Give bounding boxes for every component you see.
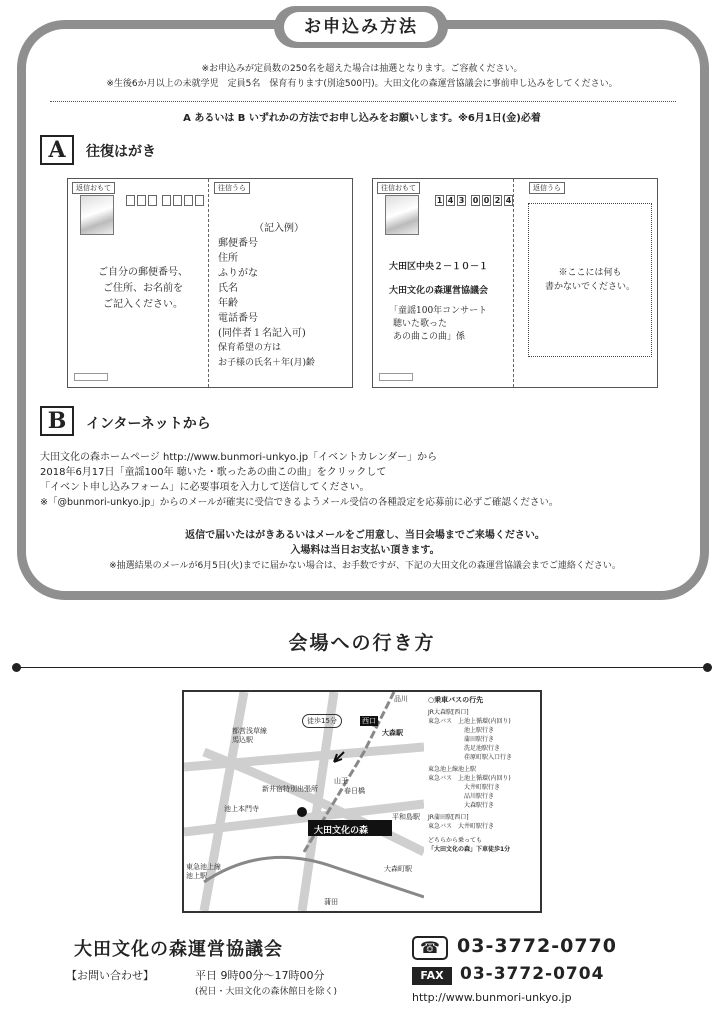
section-b-badge: B bbox=[40, 406, 74, 436]
lottery-result-note: ※抽選結果のメールが6月5日(火)までに届かない場合は、お手数ですが、下記の大田文化の森運営協議会までご連絡ください。 bbox=[109, 561, 621, 571]
omorimachi-label: 大森町駅 bbox=[384, 865, 412, 873]
section-b-title: インターネットから bbox=[86, 416, 211, 432]
inquiry-label: 【お問い合わせ】 bbox=[66, 969, 154, 982]
heiwajima-label: 平和島駅 bbox=[392, 813, 420, 821]
zip-code-boxes: 1 4 3 0 0 2 4 bbox=[436, 196, 512, 205]
front-instruction: ご自分の郵便番号、 ご住所、お名前を ご記入ください。 bbox=[98, 267, 188, 310]
bus-stop-label: 新井宿特別出張所 bbox=[262, 785, 318, 793]
leave-blank-area bbox=[528, 203, 652, 357]
method-instruction: A あるいは B いずれかの方法でお申し込みをお願いします。※6月1日(金)必着 bbox=[183, 113, 541, 124]
zip-code-boxes bbox=[126, 195, 204, 206]
card-label-back: 返信うら bbox=[529, 182, 565, 194]
card-label-back: 往信うら bbox=[214, 182, 250, 194]
capacity-note: ※お申込みが定員数の250名を超えた場合は抽選となります。ご容赦ください。 bbox=[201, 64, 523, 74]
fax-number: 03-3772-0704 bbox=[460, 964, 605, 984]
access-map bbox=[182, 690, 542, 913]
shinagawa-label: 品川 bbox=[394, 695, 408, 703]
bus-route-legend: ○乗車バスの行先 JR大森駅[西口] 東急バス 上池上循環(内回り) 池上駅行き 蒲田駅行き 洗足池駅行き 荏原町駅入口行き 東急池上線池上駅 東急バス 上池上循環(内回り) 大井町駅行き 品川駅行き 大森駅行き JR蒲田駅[西口] 東急バス 大井町駅行き どちらから乗っても 「大田文化の森」下車徒歩1分 bbox=[428, 696, 513, 853]
postal-barcode-area bbox=[74, 373, 108, 381]
reply-notice: 返信で届いたはがきあるいはメールをご用意し、当日会場までご来場ください。 入場料は当日お支払い頂きます。 bbox=[185, 530, 545, 556]
postal-barcode-area bbox=[379, 373, 413, 381]
toei-line-label: 都営浅草線 bbox=[232, 727, 267, 735]
magome-label: 馬込駅 bbox=[232, 736, 253, 744]
website-url: http://www.bunmori-unkyo.jp bbox=[412, 991, 572, 1004]
entry-example-list: （記入例） 郵便番号 住所 ふりがな 氏名 年齢 電話番号 (同伴者１名記入可) 保育希望の方は お子様の氏名＋年(月)齢 bbox=[218, 223, 316, 368]
kasuga-bridge-label: 春日橋 bbox=[344, 787, 365, 795]
phone-number: 03-3772-0770 bbox=[457, 935, 617, 957]
venue-rule bbox=[14, 667, 710, 668]
postcard-example-left bbox=[67, 178, 353, 388]
card-label-front: 往信おもて bbox=[377, 182, 420, 194]
leave-blank-note: ※ここには何も 書かないでください。 bbox=[544, 268, 635, 292]
recipient-address: 大田区中央２－１０－１ 大田文化の森運営協議会 「童謡100年コンサート 聴いた歌った あの曲この曲」係 bbox=[389, 262, 489, 342]
ikegami-honmonji-label: 池上本門寺 bbox=[224, 805, 259, 813]
postcard-example-right bbox=[372, 178, 658, 388]
office-hours-note: (祝日・大田文化の森休館日を除く) bbox=[195, 987, 338, 997]
ikegami-line-label: 東急池上線 bbox=[186, 863, 221, 871]
internet-instructions: 大田文化の森ホームページ http://www.bunmori-unkyo.jp「イベントカレンダー」から 2018年6月17日「童謡100年 聴いた・歌ったあの曲この曲」をクリックして 「イベント申し込みフォーム」に必要事項を入力して送信してください。 ※「@bunmori-unkyo.jp」からのメールが確実に受信できるようメール受信の各種設定を応募前に必ずご確認ください。 bbox=[40, 452, 559, 508]
phone-icon: ☎ bbox=[412, 936, 448, 960]
card-fold-line bbox=[208, 179, 209, 387]
walk-time-label: 徒歩15分 bbox=[302, 714, 342, 728]
venue-marker-label: 大田文化の森 bbox=[314, 826, 369, 836]
sanno-label: 山王 bbox=[334, 777, 348, 785]
card-fold-line bbox=[513, 179, 514, 387]
section-a-badge: A bbox=[40, 135, 74, 165]
childcare-note: ※生後6か月以上の未就学児 定員5名 保育有ります(別途500円)。大田文化の森運営協議会に事前申し込みをしてください。 bbox=[106, 79, 618, 89]
organizer-name: 大田文化の森運営協議会 bbox=[74, 939, 283, 960]
office-hours: 平日 9時00分～17時00分 bbox=[195, 969, 325, 982]
fax-icon: FAX bbox=[412, 967, 452, 985]
notes-divider bbox=[50, 101, 676, 102]
application-notes bbox=[40, 62, 684, 92]
application-title: お申込み方法 bbox=[284, 12, 438, 42]
omori-station-label: 大森駅 bbox=[382, 729, 403, 737]
west-exit-label: 西口 bbox=[362, 717, 376, 725]
section-a-title: 往復はがき bbox=[86, 144, 156, 160]
rule-dot-right bbox=[703, 663, 712, 672]
venue-title: 会場への行き方 bbox=[288, 632, 436, 654]
ikegami-station-label: 池上駅 bbox=[186, 872, 207, 880]
kamata-label: 蒲田 bbox=[324, 898, 338, 906]
stamp-icon bbox=[385, 195, 419, 235]
stamp-icon bbox=[80, 195, 114, 235]
card-label-front: 返信おもて bbox=[72, 182, 115, 194]
